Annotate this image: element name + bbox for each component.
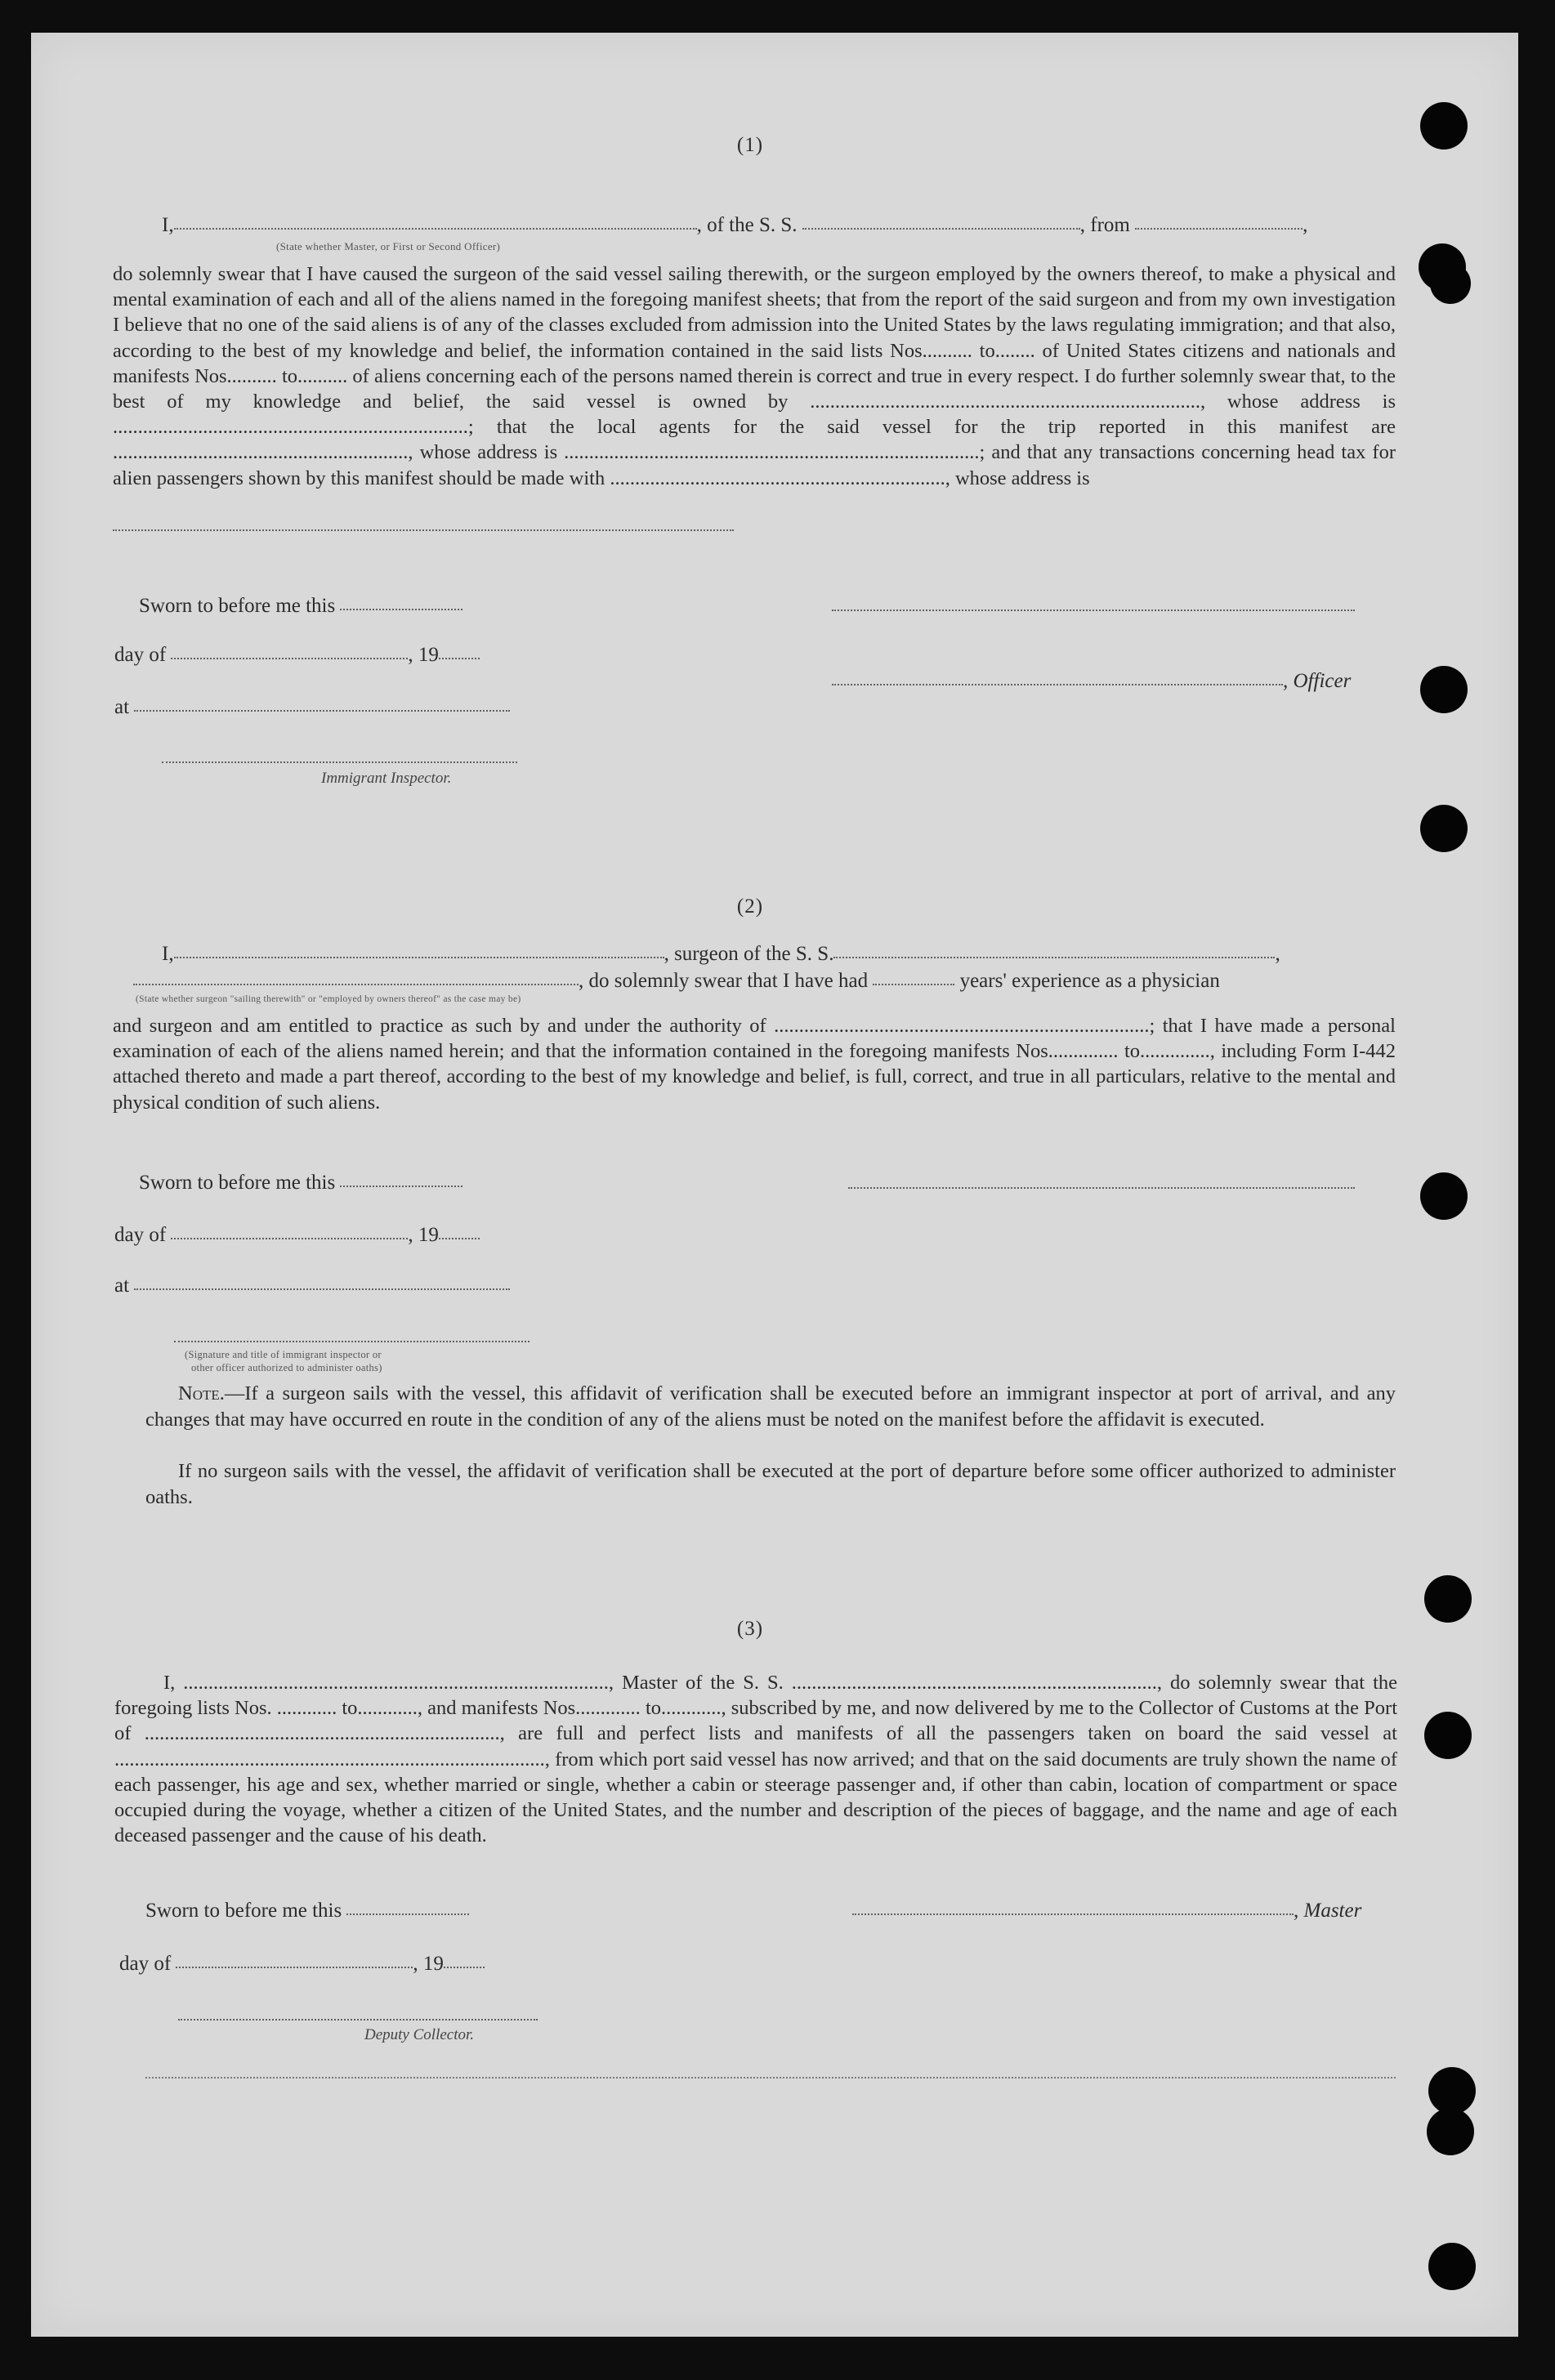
- section-2-inspector-sig: [174, 1341, 530, 1342]
- punch-hole: [1424, 1712, 1472, 1759]
- section-2-line-1: I, , surgeon of the S. S. ,: [162, 943, 1280, 965]
- note-paragraph-2: If no surgeon sails with the vessel, the affidavit of verification shall be executed at the port of departure before some officer authorized to administer oaths.: [145, 1460, 1396, 1508]
- section-3-master: , Master: [852, 1900, 1361, 1922]
- section-3-sworn: Sworn to before me this: [145, 1900, 469, 1922]
- punch-hole: [1430, 263, 1471, 304]
- punch-hole: [1420, 1172, 1468, 1220]
- section-3-number: (3): [736, 1618, 764, 1640]
- section-2-sig-top: [848, 1187, 1355, 1189]
- section-2-sig-hint-1: (Signature and title of immigrant inspector or: [185, 1349, 382, 1360]
- section-1-officer: , Officer: [832, 670, 1351, 693]
- note-paragraph-1: Note.—If a surgeon sails with the vessel, this affidavit of verification shall be executed before an immigrant inspector at port of arrival, and any changes that may have occurred en route in the condition of any of the aliens must be noted on the manifest before the affidavit is executed.: [145, 1382, 1396, 1431]
- section-1-address-line: [113, 529, 734, 531]
- section-2-line-2: , do solemnly swear that I have had years' experience as a physician: [133, 970, 1220, 993]
- section-2-sig-hint-2: other officer authorized to administer oaths): [191, 1362, 382, 1373]
- section-2-at: at: [114, 1275, 510, 1297]
- section-3-collector-sig: [178, 2019, 538, 2021]
- section-2-body: and surgeon and am entitled to practice as such by and under the authority of ...........................................................................; that I have made a personal examination of each of the aliens named herein; and that the information contained in the foregoing manifests Nos.............. to.............., including Form I-442 attached thereto and made a part thereof, according to the best of my knowledge and belief, is full, correct, and true in all particulars, relative to the mental and physical condition of such aliens.: [113, 1015, 1396, 1114]
- section-3-body: I, ....................................................................................., Master of the S. S. ........................................................................., do solemnly swear that the foregoing lists Nos. ............ to............, and manifests Nos............. to............, subscribed by me, and now delivered by me to the Collector of Customs at the Port of ......................................................................., are full and perfect lists and manifests of all the passengers taken on board the said vessel at ......................................................................................, from which port said vessel has now arrived; and that on the said documents are truly shown the name of each passenger, his age and sex, whether married or single, whether a cabin or steerage passenger and, if other than cabin, location of compartment or space occupied during the voyage, whether a citizen of the United States, and the number and description of the pieces of baggage, and the name and age of each deceased passenger and the cause of his death.: [114, 1672, 1397, 1847]
- form-page: [31, 33, 1518, 2337]
- bottom-rule: [145, 2077, 1396, 2079]
- section-1-at: at: [114, 696, 510, 719]
- section-1-day: day of , 19: [114, 644, 480, 667]
- section-1-number: (1): [736, 134, 764, 156]
- section-2-hint: (State whether surgeon "sailing therewith" or "employed by owners thereof" as the case may be): [136, 994, 521, 1004]
- section-3-collector-label: Deputy Collector.: [364, 2026, 475, 2043]
- section-2-number: (2): [736, 895, 764, 918]
- section-1-officer-sig-top: [832, 610, 1355, 611]
- section-3-day: day of , 19: [119, 1953, 485, 1976]
- punch-hole: [1424, 1575, 1472, 1623]
- section-1-body: do solemnly swear that I have caused the surgeon of the said vessel sailing therewith, or the surgeon employed by the owners thereof, to make a physical and mental examination of each and all of the aliens named in the foregoing manifest sheets; that from the report of the said surgeon and from my own investigation I believe that no one of the said aliens is of any of the classes excluded from admission into the United States by the laws regulating immigration; and that also, according to the best of my knowledge and belief, the information contained in the said lists Nos.......... to........ of United States citizens and nationals and manifests Nos.......... to.......... of aliens concerning each of the persons named therein is correct and true in every respect. I do further solemnly swear that, to the best of my knowledge and belief, the said vessel is owned by .............................................................................., whose address is .......................................................................; that the local agents for the said vessel for the trip reported in this manifest are ..........................................................., whose address is ...................................................................................; and that any transactions concerning head tax for alien passengers shown by this manifest should be made with ..................................................................., whose address is: [113, 263, 1396, 489]
- punch-hole: [1427, 2108, 1474, 2155]
- section-2-day: day of , 19: [114, 1224, 480, 1247]
- section-1-hint: (State whether Master, or First or Second Officer): [276, 240, 501, 252]
- punch-hole: [1428, 2243, 1476, 2290]
- punch-hole: [1420, 805, 1468, 852]
- section-1-inspector-label: Immigrant Inspector.: [321, 770, 452, 787]
- section-1-inspector-sig: [162, 761, 517, 763]
- punch-hole: [1420, 666, 1468, 713]
- section-1-sworn: Sworn to before me this: [139, 595, 462, 618]
- section-2-sworn: Sworn to before me this: [139, 1172, 462, 1194]
- section-1-line-1: I, , of the S. S. , from ,: [162, 214, 1308, 236]
